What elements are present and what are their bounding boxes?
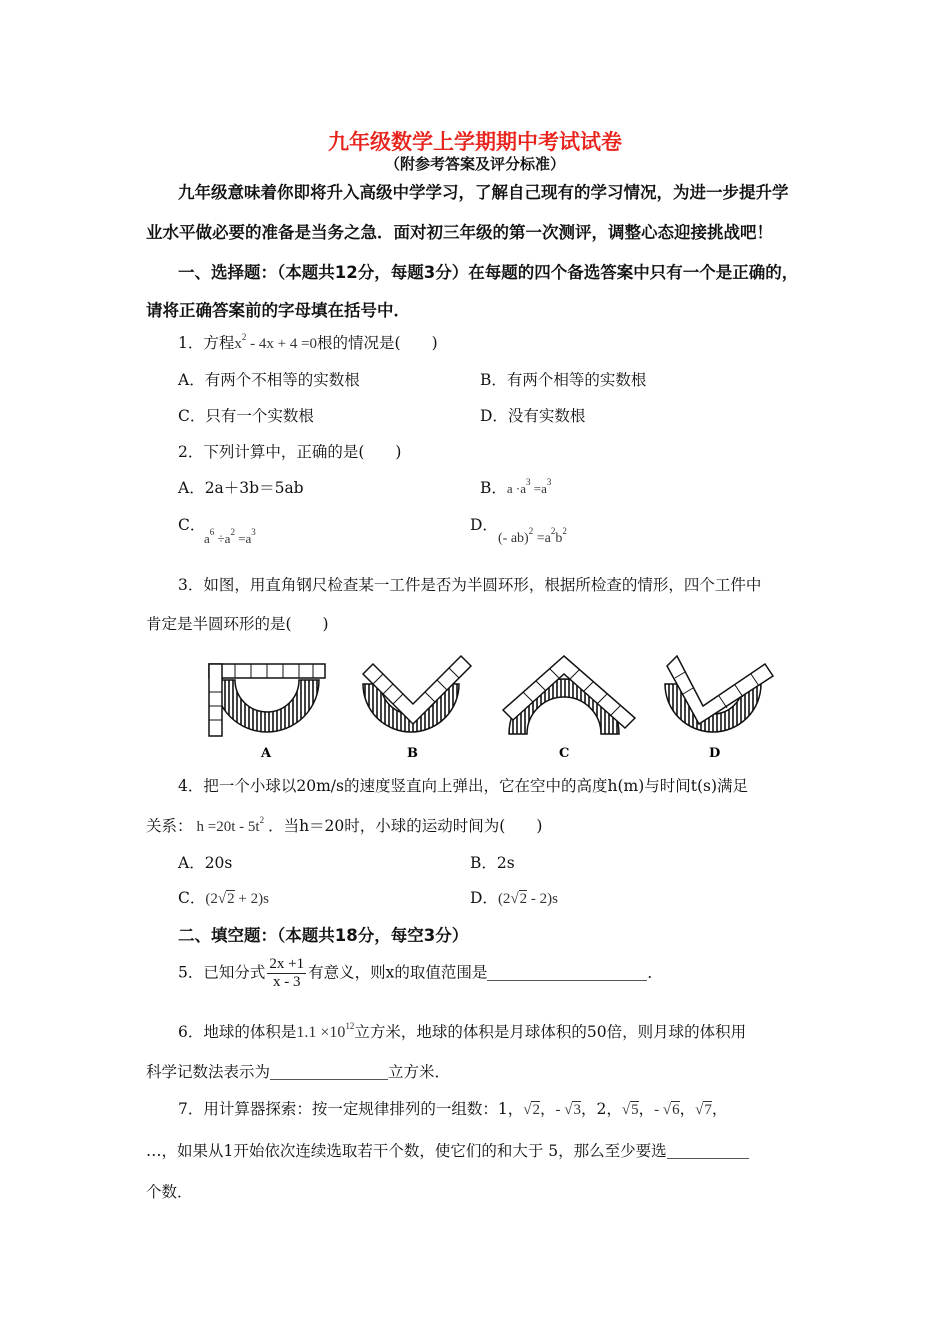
question-1-stem: 1．方程$x^2 - 4x + 4 =0$根的情况是( ) <box>178 332 438 352</box>
question-7-line-1: 7．用计算器探索：按一定规律排列的一组数：1，√2，- √3，2，√5，- √6，√7， <box>178 1100 728 1118</box>
question-1-option-b: B．有两个相等的实数根 <box>480 371 647 389</box>
question-2-option-b: B．$a \cdot a^3 =a^3$ <box>480 477 552 497</box>
section1-instruction: 请将正确答案前的字母填在括号中． <box>146 301 410 320</box>
question-3-line-2: 肯定是半圆环形的是( ) <box>146 615 329 633</box>
intro-line-2: 业水平做必要的准备是当务之急．面对初三年级的第一次测评，调整心态迎接挑战吧！ <box>146 223 773 242</box>
question-3-figure <box>195 652 795 772</box>
question-2-option-c: $a^6 \div a^2 =a^3$ <box>204 527 256 546</box>
figure-label-d: D <box>709 746 721 761</box>
question-4-option-d: D．(2√2 - 2)s <box>470 889 558 907</box>
question-6-answer-blank[interactable] <box>270 1065 388 1080</box>
section1-heading: 一、选择题：（本题共12分，每题3分）在每题的四个备选答案中只有一个是正确的， <box>178 263 799 282</box>
question-2-option-d-label: D． <box>470 516 498 534</box>
question-5: 5．已知分式 $\frac{2x +1}{x - 3}$ 有意义，则x的取值范围是 ． <box>178 956 663 990</box>
figure-label-a: A <box>261 746 272 761</box>
question-4-option-b: B．2s <box>470 854 515 872</box>
workpiece-a <box>209 664 325 736</box>
question-7-answer-blank[interactable] <box>667 1144 749 1159</box>
question-2-option-a: A．2a＋3b＝5ab <box>178 479 304 497</box>
question-2-option-c-label: C． <box>178 516 206 534</box>
question-1-option-a: A．有两个不相等的实数根 <box>178 371 360 389</box>
question-4-option-a: A．20s <box>178 854 233 872</box>
figure-label-b: B <box>407 746 418 761</box>
question-6-line-2: 科学记数法表示为 立方米． <box>146 1063 451 1081</box>
workpiece-b <box>363 656 471 732</box>
question-7-line-3: 个数． <box>146 1183 193 1201</box>
question-4-line-1: 4．把一个小球以20m/s的速度竖直向上弹出，它在空中的高度h(m)与时间t(s)满足 <box>178 777 749 795</box>
figure-label-c: C <box>559 746 570 761</box>
intro-line-1: 九年级意味着你即将升入高级中学学习，了解自己现有的学习情况，为进一步提升学 <box>178 183 789 202</box>
question-2-stem: 2．下列计算中，正确的是( ) <box>178 443 402 461</box>
workpiece-d <box>665 656 773 732</box>
question-7-line-2: …，如果从1开始依次连续选取若干个数，使它们的和大于 5，那么至少要选 <box>146 1139 749 1161</box>
page-subtitle: （附参考答案及评分标准） <box>384 155 565 173</box>
question-1-option-d: D．没有实数根 <box>480 407 586 425</box>
page-title: 九年级数学上学期期中考试试卷 <box>328 130 622 154</box>
question-4-option-c: C．(2√2 + 2)s <box>178 889 269 907</box>
question-5-fraction: $\frac{2x +1}{x - 3}$ <box>269 956 305 990</box>
section2-heading: 二、填空题：（本题共18分，每空3分） <box>178 926 469 945</box>
question-4-line-2: 关系： $h =20t - 5t^2$ ．当h＝20时，小球的运动时间为( ) <box>146 815 543 835</box>
workpiece-c <box>503 656 635 734</box>
question-1-option-c: C．只有一个实数根 <box>178 407 314 425</box>
question-6-line-1: 6．地球的体积是$1.1 \times 10^{12}$立方米，地球的体积是月球体积的50倍，则月球的体积用 <box>178 1021 747 1041</box>
question-2-option-d: (- $ab)^2 =a^2b^2$ <box>498 526 567 546</box>
question-3-line-1: 3．如图，用直角钢尺检查某一工件是否为半圆环形，根据所检查的情形，四个工件中 <box>178 576 762 594</box>
question-5-answer-blank[interactable] <box>487 966 647 981</box>
